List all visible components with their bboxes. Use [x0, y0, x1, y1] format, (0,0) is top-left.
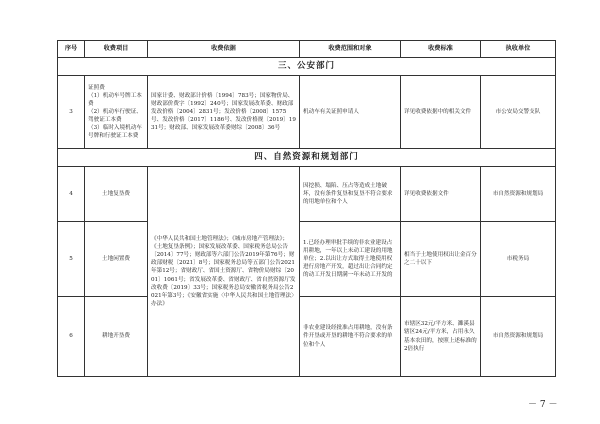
fee-table [57, 40, 556, 377]
section-title-natural-resources: 四、自然资源和规划部门 [58, 149, 556, 167]
row5-scope: 1.已经办理审批手续的非农业建设占用耕地，一年以上未动工建设的用地单位；2.以出让方式取得土地使用权进行房地产开发，超过出让合同约定的动工开发日期满一年未动工开发的 [300, 222, 401, 297]
row6-item: 耕地开垦费 [85, 297, 148, 377]
section-title-public-security: 三、公安部门 [58, 58, 556, 76]
row6-no: 6 [58, 297, 85, 377]
table-row [58, 76, 556, 149]
row5-no: 5 [58, 222, 85, 297]
header-standard: 收费标准 [401, 41, 481, 58]
row6-unit: 市自然资源和规划局 [481, 297, 556, 377]
table-row [58, 222, 556, 297]
row3-unit: 市公安局交警支队 [481, 76, 556, 149]
row3-scope: 机动车有关证照申请人 [300, 76, 401, 149]
table-row [58, 297, 556, 377]
row4-standard: 详见收费依据文件 [401, 167, 481, 222]
table-header-row [58, 41, 556, 58]
merged-basis: 《中华人民共和国土地管理法》；《城市房地产管理法》；《土地复垦条例》；国家发展改革委、国家税务总局公告〔2014〕77号；财政部等六部门公告2019年第76号；财政部财税〔2021〕8号；国家税务总局等五部门公告2021年第12号；省财政厅、省国土资源厅、省物价局财综〔2001〕1061号；省发展改革委、省财政厅、省自然资源厅发改收费〔2019〕33号；国家税务总局安徽省税务局公告2021年第3号；《安徽省实施〈中华人民共和国土地管理法〉办法》 [148, 167, 300, 377]
row3-basis: 国家计委、财政部计价格〔1994〕783号；国家物价局、财政部价费字〔1992〕240号；国家发展改革委、财政部发改价格〔2004〕2831号；发改价格〔2008〕1575号、发改价格〔2017〕1186号、发改价格规〔2019〕1931号；财政部、国家发展改革委财综〔2008〕36号 [148, 76, 300, 149]
row5-standard: 相当于土地使用权出让金百分之二十以下 [401, 222, 481, 297]
row4-no: 4 [58, 167, 85, 222]
header-item: 收费项目 [85, 41, 148, 58]
header-unit: 执收单位 [481, 41, 556, 58]
header-scope: 收费范围和对象 [300, 41, 401, 58]
section-row-public-security [58, 58, 556, 76]
row3-no: 3 [58, 76, 85, 149]
table-row [58, 167, 556, 222]
row4-item: 土地复垦费 [85, 167, 148, 222]
row4-scope: 因挖损、塌陷、压占等造成土地破坏，没有条件复垦和复垦不符合要求的用地单位和个人 [300, 167, 401, 222]
row5-unit: 市税务局 [481, 222, 556, 297]
page-number: － 7 － [528, 400, 558, 410]
header-basis: 收费依据 [148, 41, 300, 58]
row3-standard: 详见收费依据中的相关文件 [401, 76, 481, 149]
row6-scope: 非农业建设经批准占用耕地，没有条件开垦或开垦的耕地不符合要求的单位和个人 [300, 297, 401, 377]
header-no: 序号 [58, 41, 85, 58]
row4-unit: 市自然资源和规划局 [481, 167, 556, 222]
section-row-natural-resources [58, 149, 556, 167]
row3-item: 证照费 （1）机动车号牌工本费 （2）机动车行驶证、驾驶证工本费 （3）临时入境机动车号牌和行驶证工本费 [85, 76, 148, 149]
row6-standard: 市辖区32元/平方米、濉溪县辖区24元/平方米，占用永久基本农田的，按照上述标准的2倍执行 [401, 297, 481, 377]
row5-item: 土地闲置费 [85, 222, 148, 297]
